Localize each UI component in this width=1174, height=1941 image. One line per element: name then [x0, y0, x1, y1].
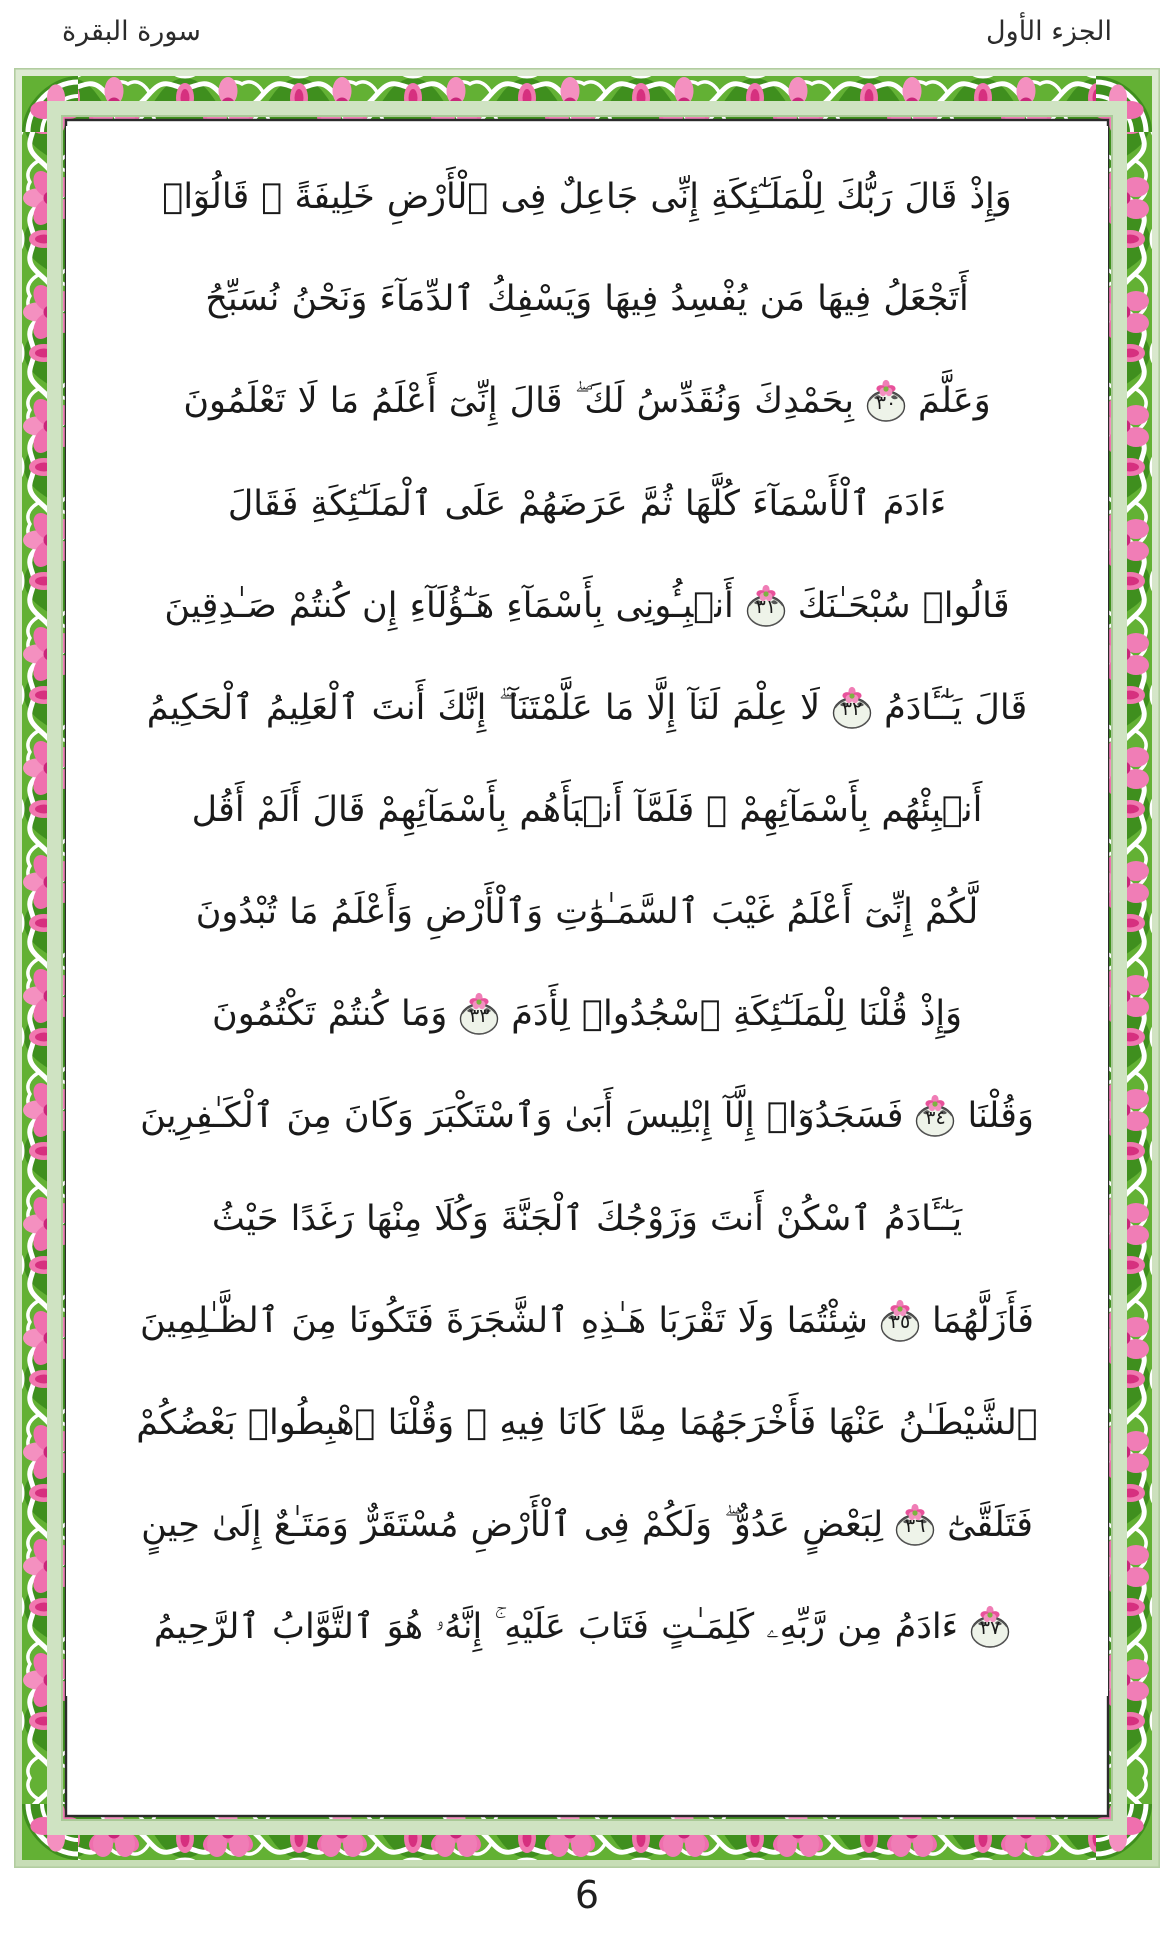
quran-line-text: ءَادَمُ مِن رَّبِّهِۦ كَلِمَـٰتٍ فَتَابَ عَلَيْهِ ۚ إِنَّهُۥ هُوَ ٱلتَّوَّابُ ٱلرَّحِيمُ — [153, 1607, 959, 1648]
quran-line-12 — [84, 1272, 1090, 1372]
quran-line-1 — [84, 148, 1090, 248]
quran-line-text-after-ayah: فَأَزَلَّهُمَا — [932, 1300, 1034, 1341]
ayah-number: ٣٠ — [875, 391, 897, 414]
quran-line-text-after-ayah: فَتَلَقَّىٰٓ — [947, 1504, 1033, 1545]
quran-line-8 — [84, 863, 1090, 963]
juz-name-header: الجزء الأول — [986, 15, 1112, 47]
quran-line-text-after-ayah: وَعَلَّمَ — [918, 381, 991, 422]
ayah-marker-34[interactable] — [910, 1092, 960, 1142]
ayah-number: ٣٤ — [925, 1106, 946, 1129]
quran-line-14 — [84, 1476, 1090, 1576]
quran-line-text: لَا عِلْمَ لَنَآ إِلَّا مَا عَلَّمْتَنَآ ۖ إِنَّكَ أَنتَ ٱلْعَلِيمُ ٱلْحَكِيمُ — [146, 687, 821, 728]
quran-line-text: وَمَا كُنتُمْ تَكْتُمُونَ — [211, 994, 448, 1035]
ayah-marker-36[interactable] — [890, 1501, 940, 1551]
quran-line-text-after-ayah: قَالَ يَـٰٓـَٔادَمُ — [884, 687, 1028, 728]
quran-line-text: لِبَعْضٍ عَدُوٌّ ۖ وَلَكُمْ فِى ٱلْأَرْضِ مُسْتَقَرٌّ وَمَتَـٰعٌ إِلَىٰ حِينٍ — [141, 1504, 884, 1545]
ayah-number: ٣٦ — [904, 1515, 926, 1538]
quran-line-text: شِئْتُمَا وَلَا تَقْرَبَا هَـٰذِهِ ٱلشَّجَرَةَ فَتَكُونَا مِنَ ٱلظَّـٰلِمِينَ — [140, 1300, 868, 1341]
quran-line-text-after-ayah: وَإِذْ قُلْنَا لِلْمَلَـٰٓئِكَةِ ٱسْجُدُوا۟ لِأَدَمَ — [511, 994, 963, 1035]
quran-line-text: بِحَمْدِكَ وَنُقَدِّسُ لَكَ ۖ قَالَ إِنِّىٓ أَعْلَمُ مَا لَا تَعْلَمُونَ — [183, 381, 855, 422]
quran-line-7 — [84, 761, 1090, 861]
quran-line-13 — [84, 1374, 1090, 1474]
quran-line-15 — [84, 1578, 1090, 1678]
quran-line-text: أَنۢبِئْهُم بِأَسْمَآئِهِمْ ۖ فَلَمَّآ أَنۢبَأَهُم بِأَسْمَآئِهِمْ قَالَ أَلَمْ أَقُل — [191, 789, 983, 830]
quran-line-3 — [84, 352, 1090, 452]
quran-text-panel — [66, 126, 1108, 1696]
ayah-number: ٣٥ — [889, 1311, 911, 1334]
running-headers — [0, 0, 1174, 62]
ayah-number: ٣٢ — [841, 698, 863, 721]
quran-line-text: وَإِذْ قَالَ رَبُّكَ لِلْمَلَـٰٓئِكَةِ إِنِّى جَاعِلٌ فِى ٱلْأَرْضِ خَلِيفَةً ۖ قَالُوٓا۟ — [162, 177, 1012, 218]
quran-line-text: ءَادَمَ ٱلْأَسْمَآءَ كُلَّهَا ثُمَّ عَرَضَهُمْ عَلَى ٱلْمَلَـٰٓئِكَةِ فَقَالَ — [227, 483, 947, 524]
ayah-marker-31[interactable] — [741, 582, 791, 632]
quran-line-text: ٱلشَّيْطَـٰنُ عَنْهَا فَأَخْرَجَهُمَا مِمَّا كَانَا فِيهِ ۖ وَقُلْنَا ٱهْبِطُوا۟ بَعْضُكُمْ — [136, 1402, 1038, 1443]
ayah-marker-35[interactable] — [875, 1297, 925, 1347]
quran-line-text: أَتَجْعَلُ فِيهَا مَن يُفْسِدُ فِيهَا وَيَسْفِكُ ٱلدِّمَآءَ وَنَحْنُ نُسَبِّحُ — [205, 279, 969, 320]
quran-line-text: أَنۢبِـُٔونِى بِأَسْمَآءِ هَـٰٓؤُلَآءِ إِن كُنتُمْ صَـٰدِقِينَ — [164, 585, 734, 626]
ayah-marker-37[interactable] — [965, 1603, 1015, 1653]
quran-line-text-after-ayah: قَالُوا۟ سُبْحَـٰنَكَ — [797, 585, 1010, 626]
ayah-marker-32[interactable] — [827, 684, 877, 734]
quran-line-text: يَـٰٓـَٔادَمُ ٱسْكُنْ أَنتَ وَزَوْجُكَ ٱلْجَنَّةَ وَكُلَا مِنْهَا رَغَدًا حَيْثُ — [211, 1198, 963, 1239]
quran-line-6 — [84, 659, 1090, 759]
ayah-number: ٣٣ — [469, 1004, 490, 1027]
quran-line-text-after-ayah: وَقُلْنَا — [967, 1096, 1034, 1137]
ayah-marker-33[interactable] — [454, 990, 504, 1040]
quran-line-2 — [84, 250, 1090, 350]
surah-name-header: سورة البقرة — [62, 15, 201, 47]
quran-line-4 — [84, 454, 1090, 554]
quran-line-11 — [84, 1169, 1090, 1269]
page-number: 6 — [574, 1873, 600, 1917]
quran-line-text: لَّكُمْ إِنِّىٓ أَعْلَمُ غَيْبَ ٱلسَّمَـٰوَٰتِ وَٱلْأَرْضِ وَأَعْلَمُ مَا تُبْدُونَ — [195, 892, 979, 933]
quran-line-10 — [84, 1067, 1090, 1167]
quran-line-text: فَسَجَدُوٓا۟ إِلَّآ إِبْلِيسَ أَبَىٰ وَٱسْتَكْبَرَ وَكَانَ مِنَ ٱلْكَـٰفِرِينَ — [140, 1096, 904, 1137]
ayah-marker-30[interactable] — [861, 377, 911, 427]
ayah-number: ٣٧ — [979, 1617, 1001, 1640]
quran-line-5 — [84, 557, 1090, 657]
quran-line-9 — [84, 965, 1090, 1065]
ayah-number: ٣١ — [755, 596, 776, 619]
